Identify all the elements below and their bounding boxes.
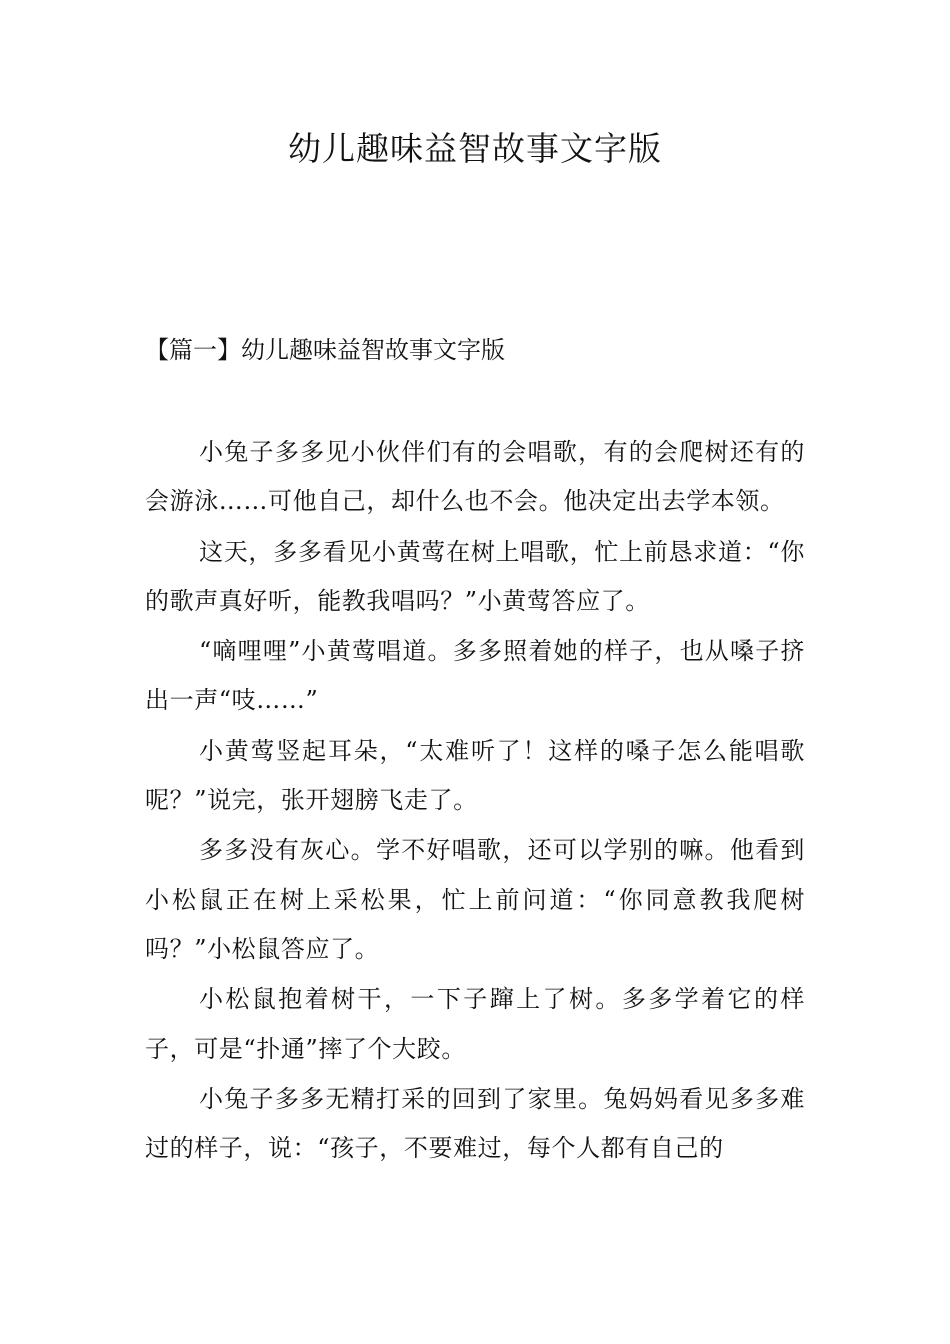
story-body (145, 428, 805, 1174)
paragraph: 小兔子多多无精打采的回到了家里。兔妈妈看见多多难过的样子，说：“孩子，不要难过，每个人都有自己的 (145, 1084, 805, 1163)
paragraph: 多多没有灰心。学不好唱歌，还可以学别的嘛。他看到小松鼠正在树上采松果，忙上前问道：“你同意教我爬树吗？”小松鼠答应了。 (145, 836, 805, 963)
document-title: 幼儿趣味益智故事文字版 (288, 129, 662, 168)
paragraph: 小松鼠抱着树干，一下子蹿上了树。多多学着它的样子，可是“扑通”摔了个大跤。 (145, 985, 805, 1063)
paragraph: 小兔子多多见小伙伴们有的会唱歌，有的会爬树还有的会游泳……可他自己，却什么也不会。他决定出去学本领。 (145, 438, 805, 516)
paragraph: 小黄莺竖起耳朵，“太难听了！这样的嗓子怎么能唱歌呢？”说完，张开翅膀飞走了。 (145, 736, 805, 815)
paragraph: “嘀哩哩”小黄莺唱道。多多照着她的样子，也从嗓子挤出一声“吱……” (145, 637, 805, 715)
paragraph: 这天，多多看见小黄莺在树上唱歌，忙上前恳求道：“你的歌声真好听，能教我唱吗？”小黄莺答应了。 (145, 537, 805, 615)
section-heading: 【篇一】幼儿趣味益智故事文字版 (145, 336, 505, 364)
